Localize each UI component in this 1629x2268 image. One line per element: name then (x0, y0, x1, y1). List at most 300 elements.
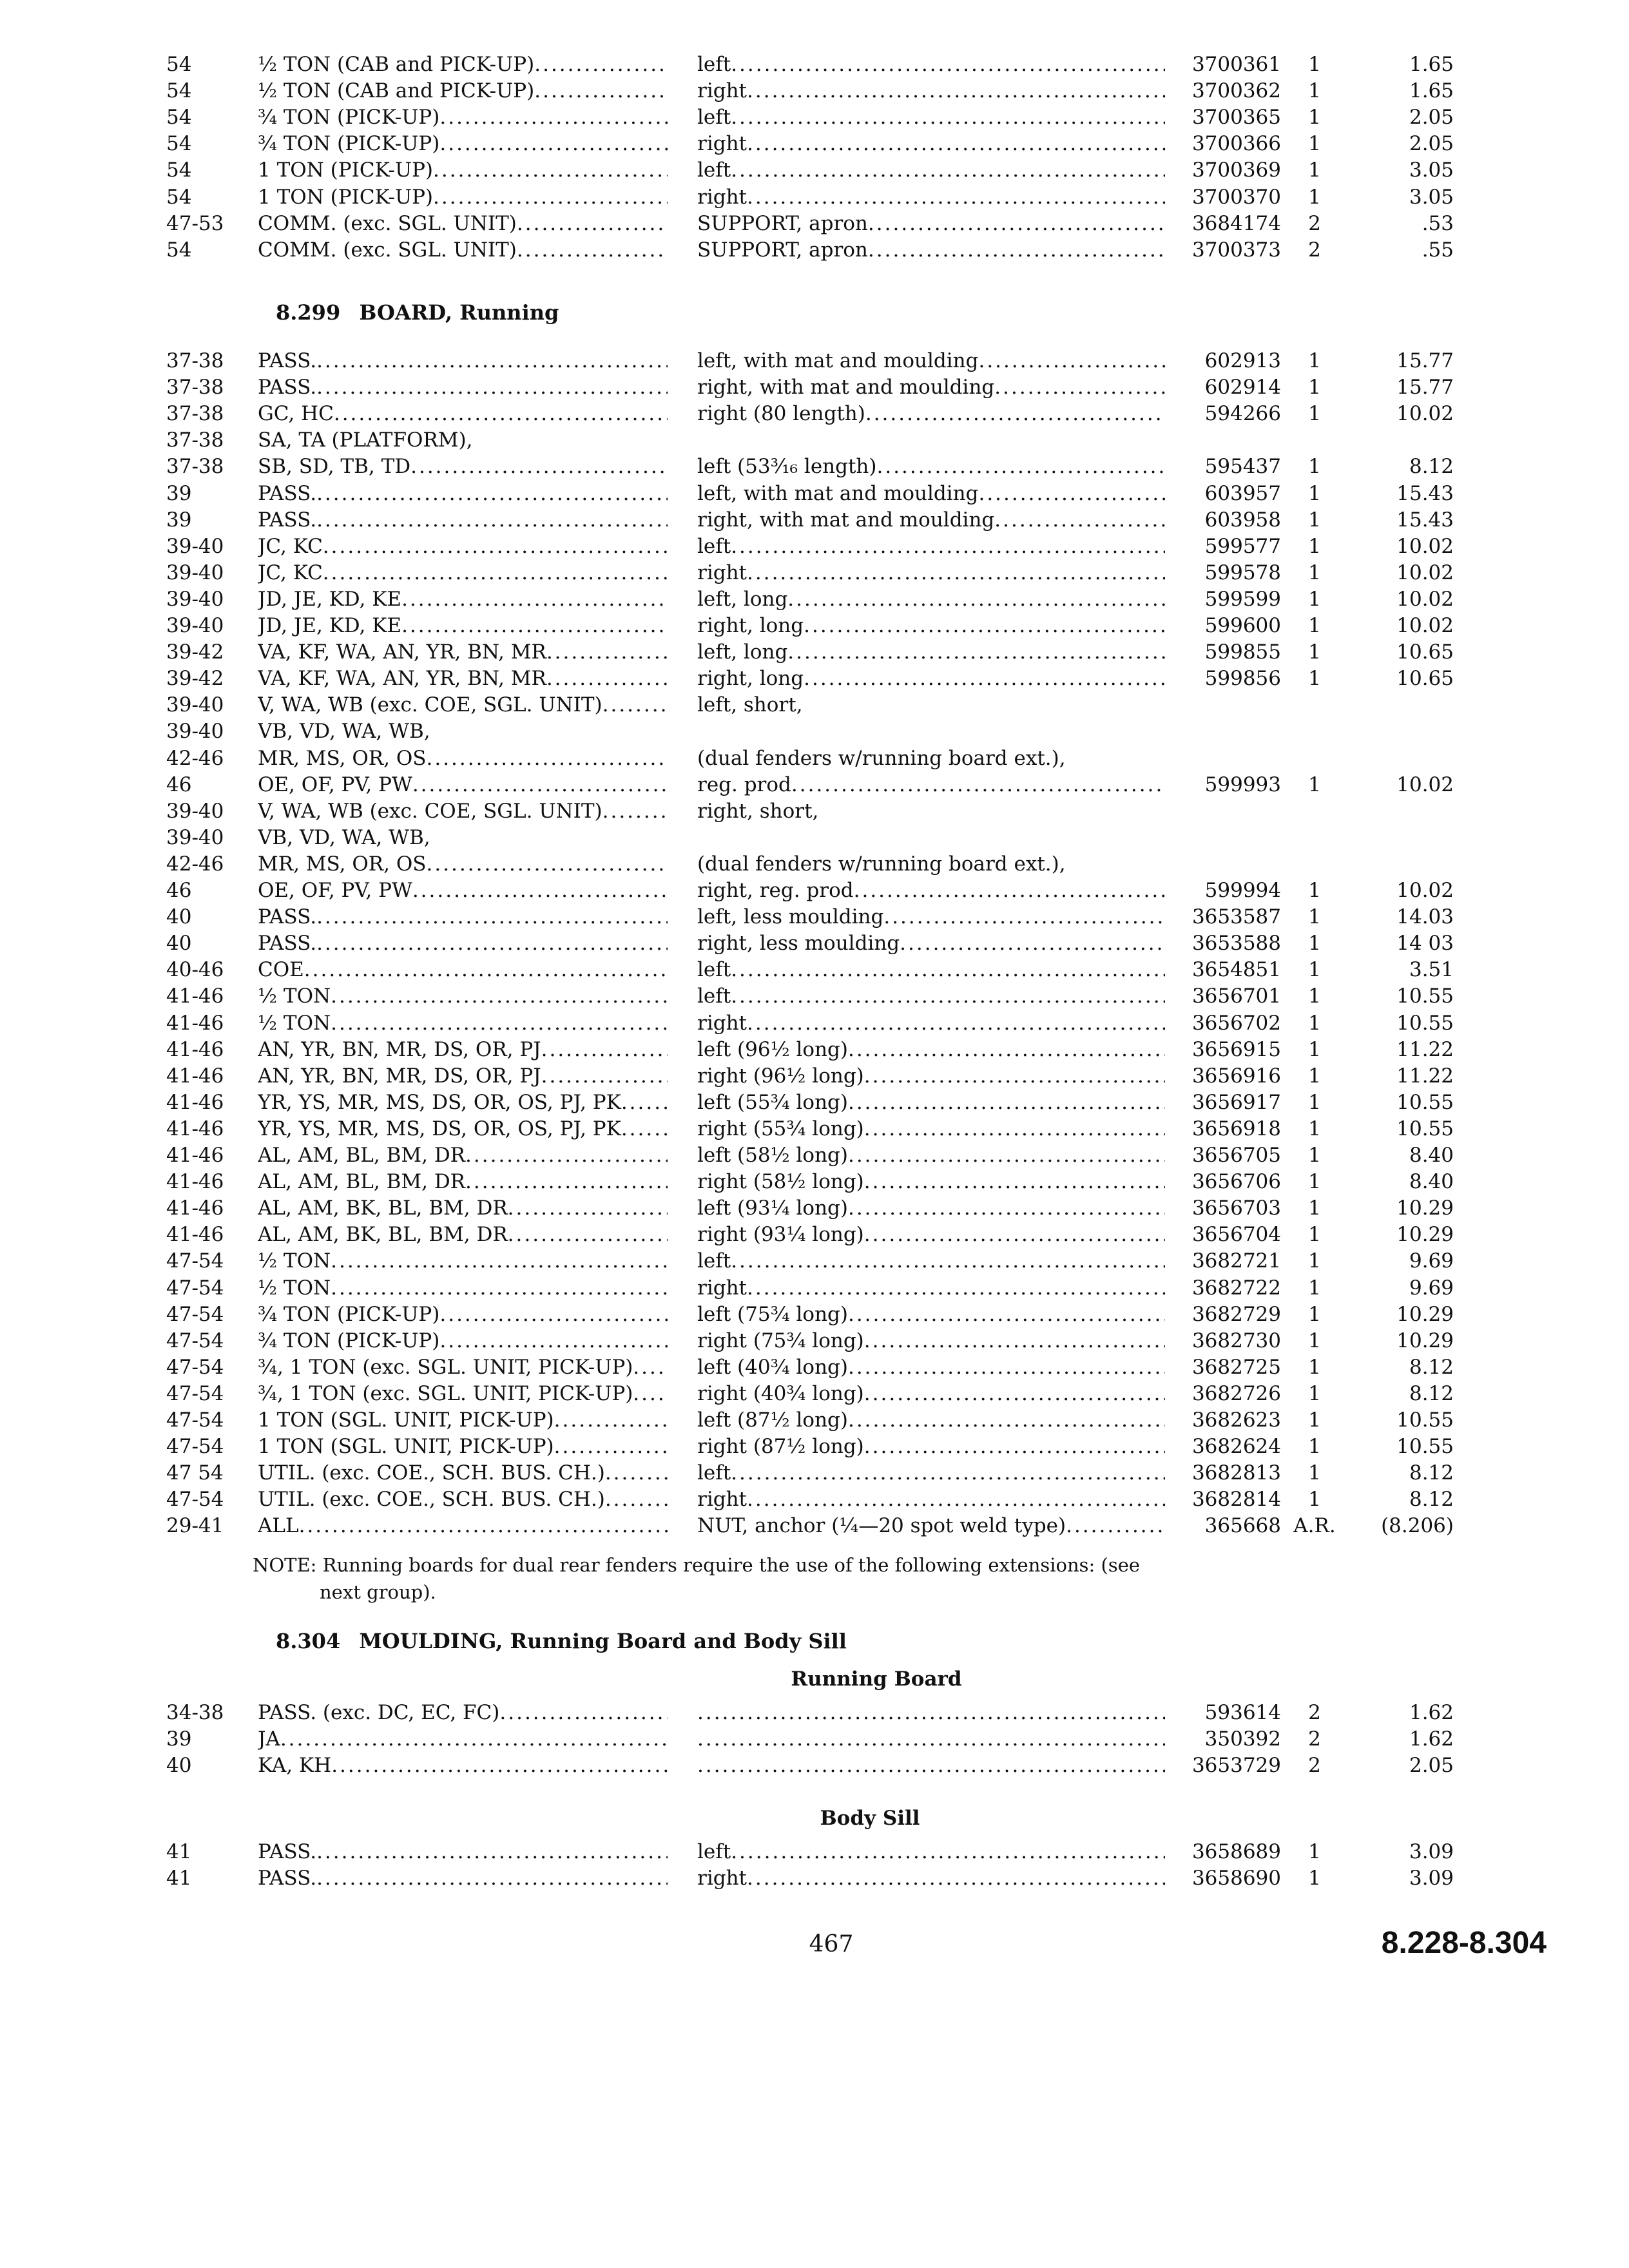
quantity: 1 (1308, 1381, 1321, 1405)
leader-dots (439, 1302, 668, 1328)
parts-row (0, 745, 1629, 772)
model-text: JD, JE, KD, KE (258, 614, 402, 637)
leader-dots (848, 1037, 1165, 1063)
model-text: VB, VD, WA, WB, (258, 825, 430, 849)
leader-dots (731, 104, 1165, 131)
subheading-running-board: Running Board (791, 1667, 962, 1691)
parts-row (0, 237, 1629, 264)
leader-dots (316, 1839, 668, 1865)
section-heading-8-304 (276, 1626, 847, 1656)
price: .55 (1422, 238, 1454, 262)
leader-dots (605, 1486, 668, 1513)
model-cell (258, 507, 668, 533)
quantity: 1 (1308, 1461, 1321, 1485)
description-text: left, less moulding (697, 905, 884, 929)
price: 10.29 (1396, 1196, 1454, 1220)
description-cell (697, 348, 1165, 374)
page-number: 467 (809, 1931, 854, 1957)
quantity: 1 (1308, 1117, 1321, 1140)
description-cell (697, 1222, 1165, 1248)
parts-row (0, 1839, 1629, 1865)
price: 8.12 (1409, 455, 1454, 479)
description-cell (697, 930, 1165, 957)
model-year: 37-38 (166, 402, 224, 426)
leader-dots (541, 1063, 668, 1090)
description-text: right (93¼ long) (697, 1223, 864, 1247)
leader-dots (877, 454, 1166, 480)
leader-dots (517, 211, 668, 237)
description-cell (697, 374, 1165, 401)
quantity: 1 (1308, 640, 1321, 664)
model-cell (258, 1248, 668, 1274)
section-number: 8.304 (276, 1629, 341, 1653)
leader-dots (331, 1753, 668, 1779)
parts-row (0, 1222, 1629, 1248)
leader-dots (323, 560, 668, 586)
leader-dots (316, 374, 668, 401)
model-year: 54 (166, 79, 192, 103)
part-number: 3658689 (1191, 1840, 1281, 1863)
price: 10.65 (1396, 667, 1454, 691)
price: 15.77 (1396, 376, 1454, 399)
parts-row (0, 78, 1629, 104)
description-text: left, short, (697, 693, 803, 717)
model-cell (258, 1407, 668, 1434)
price: 14.03 (1396, 905, 1454, 929)
leader-dots (854, 878, 1165, 904)
quantity: 1 (1308, 667, 1321, 691)
model-cell (258, 1700, 668, 1726)
parts-row (0, 1354, 1629, 1381)
quantity: 1 (1308, 106, 1321, 130)
parts-row (0, 1407, 1629, 1434)
quantity: 1 (1308, 1090, 1321, 1114)
model-text: AN, YR, BN, MR, DS, OR, PJ (258, 1064, 541, 1088)
leader-dots (978, 348, 1165, 374)
price: 8.40 (1409, 1170, 1454, 1194)
leader-dots (316, 348, 668, 374)
model-text: YR, YS, MR, MS, DS, OR, OS, PJ, PK (258, 1090, 621, 1114)
part-number: 3682623 (1191, 1408, 1281, 1432)
description-cell (697, 211, 1165, 237)
description-text: reg. prod (697, 773, 791, 796)
model-year: 40 (166, 932, 192, 956)
quantity: 1 (1308, 159, 1321, 182)
model-year: 41 (166, 1840, 192, 1863)
parts-row (0, 1865, 1629, 1892)
price: 10.29 (1396, 1223, 1454, 1247)
model-year: 41-46 (166, 1064, 224, 1088)
quantity: 1 (1308, 1249, 1321, 1273)
model-year: 37-38 (166, 376, 224, 399)
model-cell (258, 1381, 668, 1407)
leader-dots (546, 639, 668, 666)
quantity: 2 (1308, 1754, 1321, 1777)
leader-dots (331, 1010, 668, 1037)
leader-dots (791, 772, 1165, 798)
leader-dots (864, 1381, 1165, 1407)
model-cell (258, 1865, 668, 1892)
leader-dots (731, 533, 1165, 560)
leader-dots (747, 1275, 1165, 1302)
quantity: 1 (1308, 1355, 1321, 1379)
description-text: left (87½ long) (697, 1408, 848, 1432)
model-year: 41-46 (166, 1037, 224, 1061)
description-text: right (697, 79, 747, 103)
model-text: SB, SD, TB, TD (258, 455, 411, 479)
model-year: 41 (166, 1867, 192, 1890)
model-text: GC, HC (258, 402, 334, 426)
model-cell (258, 78, 668, 104)
description-cell (697, 1865, 1165, 1892)
quantity: 1 (1308, 1170, 1321, 1194)
parts-row (0, 1753, 1629, 1779)
model-text: ½ TON (258, 985, 331, 1008)
description-text: left (55¾ long) (697, 1090, 848, 1114)
model-cell (258, 930, 668, 957)
description-cell (697, 772, 1165, 798)
description-text: left (697, 958, 731, 982)
model-year: 54 (166, 159, 192, 182)
leader-dots (747, 184, 1165, 211)
part-number: 3684174 (1191, 211, 1281, 235)
section-title: BOARD, Running (359, 300, 559, 325)
parts-row (0, 1700, 1629, 1726)
price: 2.05 (1409, 1754, 1454, 1777)
part-number: 3682814 (1191, 1488, 1281, 1512)
leader-dots (994, 374, 1165, 401)
parts-row (0, 1116, 1629, 1142)
leader-dots (864, 1116, 1165, 1142)
model-text: 1 TON (SGL. UNIT, PICK-UP) (258, 1408, 554, 1432)
description-cell (697, 745, 1165, 772)
model-cell (258, 983, 668, 1010)
part-number: 603957 (1204, 481, 1281, 505)
model-year: 54 (166, 53, 192, 76)
model-year: 39-40 (166, 720, 224, 744)
quantity: 2 (1308, 1727, 1321, 1751)
description-text: right, reg. prod (697, 879, 854, 902)
leader-dots (621, 1116, 668, 1142)
description-cell (697, 507, 1165, 533)
model-cell (258, 904, 668, 930)
model-year: 54 (166, 106, 192, 130)
quantity: 1 (1308, 561, 1321, 584)
model-text: ¾, 1 TON (exc. SGL. UNIT, PICK-UP) (258, 1355, 633, 1379)
price: 10.02 (1396, 534, 1454, 558)
price: 8.12 (1409, 1461, 1454, 1485)
part-number: 3656915 (1191, 1037, 1281, 1061)
description-cell (697, 131, 1165, 157)
quantity: 1 (1308, 481, 1321, 505)
description-text: right, short, (697, 799, 819, 823)
quantity: 1 (1308, 1488, 1321, 1512)
model-cell (258, 1726, 668, 1753)
section-range: 8.228-8.304 (1381, 1926, 1547, 1960)
quantity: 2 (1308, 211, 1321, 235)
description-cell (697, 1275, 1165, 1302)
price: 10.65 (1396, 640, 1454, 664)
leader-dots (697, 1700, 1165, 1726)
leader-dots (731, 1839, 1165, 1865)
parts-row (0, 1142, 1629, 1169)
model-year: 42-46 (166, 746, 224, 770)
model-text: COMM. (exc. SGL. UNIT) (258, 238, 517, 262)
model-year: 39 (166, 508, 192, 532)
quantity: 1 (1308, 1435, 1321, 1459)
part-number: 599855 (1204, 640, 1281, 664)
price: 3.51 (1409, 958, 1454, 982)
quantity: 1 (1308, 1276, 1321, 1300)
model-cell (258, 772, 668, 798)
part-number: 3700361 (1191, 53, 1281, 76)
parts-row (0, 904, 1629, 930)
parts-row (0, 798, 1629, 825)
part-number: 3656918 (1191, 1117, 1281, 1140)
leader-dots (804, 613, 1165, 639)
price: 8.12 (1409, 1488, 1454, 1512)
model-cell (258, 851, 668, 878)
quantity: 1 (1308, 1196, 1321, 1220)
leader-dots (978, 481, 1165, 507)
leader-dots (731, 52, 1165, 78)
description-text: left (53³⁄₁₆ length) (697, 455, 877, 479)
description-text: right, less moulding (697, 932, 900, 956)
description-cell (697, 851, 1165, 878)
model-cell (258, 211, 668, 237)
model-text: AN, YR, BN, MR, DS, OR, PJ (258, 1037, 541, 1061)
leader-dots (465, 1169, 668, 1195)
description-cell (697, 1169, 1165, 1195)
model-cell (258, 427, 668, 454)
leader-dots (331, 983, 668, 1010)
model-year: 39-40 (166, 825, 224, 849)
model-cell (258, 1010, 668, 1037)
model-year: 39-40 (166, 561, 224, 584)
model-year: 47 54 (166, 1461, 224, 1485)
model-year: 47-54 (166, 1488, 224, 1512)
description-text: (dual fenders w/running board ext.), (697, 852, 1066, 876)
model-year: 39-40 (166, 587, 224, 611)
price: 10.29 (1396, 1329, 1454, 1352)
price: 15.43 (1396, 481, 1454, 505)
parts-row (0, 374, 1629, 401)
part-number: 3656704 (1191, 1223, 1281, 1247)
leader-dots (864, 1222, 1165, 1248)
description-text: right, long (697, 614, 804, 637)
leader-dots (499, 1700, 668, 1726)
model-cell (258, 533, 668, 560)
part-number: 594266 (1204, 402, 1281, 426)
leader-dots (334, 401, 668, 427)
quantity: 1 (1308, 587, 1321, 611)
model-text: JC, KC (258, 561, 323, 584)
model-cell (258, 1037, 668, 1063)
model-text: PASS. (258, 349, 317, 372)
leader-dots (900, 930, 1165, 957)
price: .53 (1422, 211, 1454, 235)
quantity: 1 (1308, 1037, 1321, 1061)
model-year: 39 (166, 481, 192, 505)
model-year: 42-46 (166, 852, 224, 876)
leader-dots (299, 1513, 668, 1539)
part-number: 3682725 (1191, 1355, 1281, 1379)
description-cell (697, 666, 1165, 692)
part-number: 3658690 (1191, 1867, 1281, 1890)
model-cell (258, 1753, 668, 1779)
description-text: left (40¾ long) (697, 1355, 848, 1379)
leader-dots (433, 157, 668, 184)
leader-dots (787, 639, 1165, 666)
model-year: 41-46 (166, 985, 224, 1008)
description-text: right, with mat and moulding (697, 508, 995, 532)
quantity: 1 (1308, 132, 1321, 156)
parts-row (0, 1195, 1629, 1222)
parts-row (0, 1460, 1629, 1486)
leader-dots (633, 1354, 668, 1381)
model-year: 47-53 (166, 211, 224, 235)
model-cell (258, 184, 668, 211)
parts-row (0, 1434, 1629, 1460)
model-text: PASS. (258, 1867, 317, 1890)
model-text: OE, OF, PV, PW (258, 773, 412, 796)
leader-dots (994, 507, 1165, 533)
parts-row (0, 211, 1629, 237)
part-number: 599993 (1204, 773, 1281, 796)
part-number: 3700366 (1191, 132, 1281, 156)
leader-dots (554, 1407, 668, 1434)
description-text: left (697, 106, 731, 130)
parts-row (0, 639, 1629, 666)
description-cell (697, 957, 1165, 983)
model-year: 41-46 (166, 1011, 224, 1035)
description-cell (697, 1486, 1165, 1513)
leader-dots (731, 1248, 1165, 1274)
leader-dots (848, 1142, 1165, 1169)
parts-row (0, 1090, 1629, 1116)
parts-row (0, 157, 1629, 184)
quantity: 1 (1308, 879, 1321, 902)
model-cell (258, 1328, 668, 1354)
leader-dots (316, 904, 668, 930)
leader-dots (848, 1354, 1165, 1381)
leader-dots (331, 1275, 668, 1302)
price: 8.12 (1409, 1355, 1454, 1379)
description-cell (697, 1037, 1165, 1063)
model-cell (258, 1275, 668, 1302)
model-text: AL, AM, BK, BL, BM, DR (258, 1196, 508, 1220)
price: 8.12 (1409, 1381, 1454, 1405)
model-cell (258, 825, 668, 851)
leader-dots (554, 1434, 668, 1460)
price: 15.43 (1396, 508, 1454, 532)
description-cell (697, 52, 1165, 78)
price: 10.29 (1396, 1302, 1454, 1326)
leader-dots (747, 1010, 1165, 1037)
model-text: ¾ TON (PICK-UP) (258, 1302, 440, 1326)
parts-row (0, 104, 1629, 131)
quantity: 2 (1308, 1701, 1321, 1724)
description-text: right (697, 1011, 747, 1035)
model-cell (258, 131, 668, 157)
model-year: 47-54 (166, 1355, 224, 1379)
model-year: 54 (166, 185, 192, 209)
leader-dots (864, 1434, 1165, 1460)
model-cell (258, 401, 668, 427)
leader-dots (534, 78, 668, 104)
description-cell (697, 613, 1165, 639)
description-cell (697, 1354, 1165, 1381)
part-number: 599994 (1204, 879, 1281, 902)
model-year: 39-40 (166, 534, 224, 558)
part-number: 599600 (1204, 614, 1281, 637)
model-year: 39-40 (166, 693, 224, 717)
leader-dots (621, 1090, 668, 1116)
description-text: SUPPORT, apron (697, 238, 868, 262)
model-year: 47-54 (166, 1435, 224, 1459)
model-cell (258, 454, 668, 480)
model-cell (258, 1063, 668, 1090)
parts-row (0, 878, 1629, 904)
model-year: 54 (166, 238, 192, 262)
model-text: UTIL. (exc. COE., SCH. BUS. CH.) (258, 1461, 605, 1485)
part-number: 602913 (1204, 349, 1281, 372)
model-year: 47-54 (166, 1381, 224, 1405)
quantity: 1 (1308, 1840, 1321, 1863)
description-cell (697, 560, 1165, 586)
model-text: VA, KF, WA, AN, YR, BN, MR (258, 667, 546, 691)
description-cell (697, 1010, 1165, 1037)
model-cell (258, 560, 668, 586)
model-cell (258, 481, 668, 507)
description-text: right (40¾ long) (697, 1381, 864, 1405)
price: 3.05 (1409, 159, 1454, 182)
quantity: 1 (1308, 1302, 1321, 1326)
description-cell (697, 1700, 1165, 1726)
parts-row (0, 52, 1629, 78)
part-number: 3700362 (1191, 79, 1281, 103)
part-number: 3682729 (1191, 1302, 1281, 1326)
leader-dots (427, 851, 668, 878)
model-text: COE (258, 958, 304, 982)
model-text: ½ TON (258, 1011, 331, 1035)
leader-dots (508, 1222, 668, 1248)
price: 10.02 (1396, 402, 1454, 426)
model-year: 41-46 (166, 1090, 224, 1114)
model-cell (258, 613, 668, 639)
price: 9.69 (1409, 1249, 1454, 1273)
model-cell (258, 666, 668, 692)
model-text: ½ TON (258, 1276, 331, 1300)
model-cell (258, 1116, 668, 1142)
leader-dots (534, 52, 668, 78)
model-text: KA, KH (258, 1754, 332, 1777)
leader-dots (1066, 1513, 1165, 1539)
part-number: 599577 (1204, 534, 1281, 558)
model-text: MR, MS, OR, OS (258, 746, 427, 770)
leader-dots (280, 1726, 668, 1753)
description-text: right (80 length) (697, 402, 865, 426)
price: 15.77 (1396, 349, 1454, 372)
parts-row (0, 533, 1629, 560)
description-cell (697, 1195, 1165, 1222)
parts-row (0, 1513, 1629, 1539)
price: 10.02 (1396, 561, 1454, 584)
model-text: JC, KC (258, 534, 323, 558)
price: 10.02 (1396, 773, 1454, 796)
model-text: ¾ TON (PICK-UP) (258, 106, 440, 130)
leader-dots (747, 1486, 1165, 1513)
